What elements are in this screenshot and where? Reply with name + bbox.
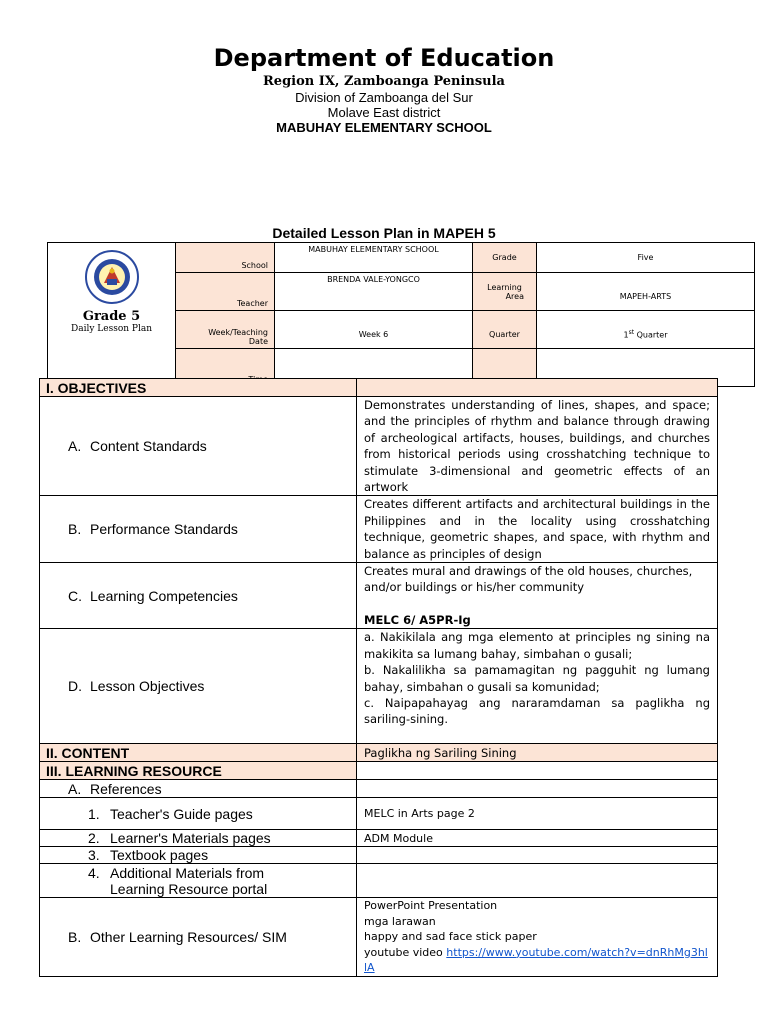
quarter-sup: st — [628, 329, 635, 337]
lesson-plan-table — [39, 378, 718, 977]
learning-competencies-text: Learning Competencies — [90, 587, 238, 604]
textbook-pages-text: Textbook pages — [110, 847, 209, 864]
division-line: Division of Zamboanga del Sur — [295, 90, 473, 105]
youtube-link[interactable]: https://www.youtube.com/watch?v=dnRhMg3hllA — [364, 945, 708, 975]
content-standards-label — [40, 397, 357, 496]
learning-competencies-letter: C. — [68, 587, 82, 604]
other-resources-label — [40, 898, 357, 977]
additional-materials-value — [357, 864, 718, 898]
region-line: Region IX, Zamboanga Peninsula — [263, 74, 505, 89]
teachers-guide-value: MELC in Arts page 2 — [357, 798, 718, 830]
dlp-label: Daily Lesson Plan — [71, 324, 152, 334]
textbook-pages-num: 3. — [88, 847, 100, 864]
learning-area-label-2: Area — [505, 291, 524, 301]
school-line: MABUHAY ELEMENTARY SCHOOL — [276, 120, 492, 135]
additional-materials-label — [40, 864, 357, 898]
content-standards-value: Demonstrates understanding of lines, shapes, and space; and the principles of rhythm and balance through drawing of archeological artifacts, houses, buildings, and churches from historical periods using crosshatching technique to stimulate 3-dimensional and geometric effects of an artwork — [357, 397, 718, 496]
grade-label: Grade 5 — [82, 309, 141, 324]
quarter-value — [537, 311, 755, 349]
teacher-value: BRENDA VALE-YONGCO — [275, 273, 473, 311]
textbook-pages-label — [40, 847, 357, 864]
school-label: School — [176, 243, 275, 273]
week-value: Week 6 — [275, 311, 473, 349]
lesson-objectives-label — [40, 629, 357, 744]
performance-standards-text: Performance Standards — [90, 521, 238, 538]
additional-materials-text-1: Additional Materials from — [110, 864, 265, 881]
page-title: Department of Education — [213, 44, 555, 72]
objectives-header: I. OBJECTIVES — [40, 379, 357, 397]
objective-b: b. Nakalilikha sa pamamagitan ng pagguhit ng lumang bahay, simbahan o gusali sa komunidad; — [364, 663, 710, 694]
textbook-pages-value — [357, 847, 718, 864]
teachers-guide-text: Teacher's Guide pages — [110, 805, 253, 822]
performance-standards-letter: B. — [68, 521, 82, 538]
other-resources-text: Other Learning Resources/ SIM — [90, 929, 287, 946]
learning-competencies-value — [357, 563, 718, 629]
references-text: References — [90, 780, 162, 797]
references-letter: A. — [68, 780, 82, 797]
content-standards-letter: A. — [68, 438, 82, 455]
other-resources-value — [357, 898, 718, 977]
objectives-header-empty — [357, 379, 718, 397]
performance-standards-value: Creates different artifacts and architectural buildings in the Philippines and in the locality using crosshatching technique, geometric shapes, and space, with rhythm and balance as principles of design — [357, 496, 718, 563]
spacer — [364, 596, 710, 612]
objective-a: a. Nakikilala ang mga elemento at principles ng sining na makikita sa lumang bahay, simbahan o gusali; — [364, 630, 710, 661]
performance-standards-label — [40, 496, 357, 563]
school-value: MABUHAY ELEMENTARY SCHOOL — [275, 243, 473, 273]
learners-materials-value: ADM Module — [357, 830, 718, 847]
quarter-num: 1 — [623, 330, 629, 340]
learners-materials-label — [40, 830, 357, 847]
learning-competencies-description: Creates mural and drawings of the old houses, churches, and/or buildings or his/her community — [364, 564, 693, 595]
quarter-label: Quarter — [473, 311, 537, 349]
learners-materials-text: Learner's Materials pages — [110, 830, 271, 847]
melc-code: MELC 6/ A5PR-Ig — [364, 612, 471, 627]
learning-area-value: MAPEH-ARTS — [537, 273, 755, 311]
quarter-word: Quarter — [634, 330, 668, 340]
other-resources-line-4 — [364, 945, 710, 976]
learning-area-label — [473, 273, 537, 311]
learning-competencies-label — [40, 563, 357, 629]
objective-c: c. Naipapahayag ang nararamdaman sa paglikha ng sariling-sining. — [364, 695, 710, 727]
learners-materials-num: 2. — [88, 830, 100, 847]
week-label-2: Date — [248, 337, 268, 346]
teachers-guide-num: 1. — [88, 805, 100, 822]
additional-materials-num: 4. — [88, 864, 100, 881]
grade-value: Five — [537, 243, 755, 273]
learning-resource-header: III. LEARNING RESOURCE — [40, 762, 357, 780]
deped-seal-icon — [80, 249, 144, 305]
lesson-objectives-value — [357, 629, 718, 744]
additional-materials-text-2: Learning Resource portal — [110, 880, 268, 897]
other-resources-letter: B. — [68, 929, 82, 946]
week-label-1: Week/Teaching — [208, 328, 268, 337]
other-resources-line-1: PowerPoint Presentation — [364, 899, 498, 913]
lesson-info-table — [47, 242, 755, 387]
content-header: II. CONTENT — [40, 744, 357, 762]
teacher-label: Teacher — [176, 273, 275, 311]
additional-materials-line-1 — [88, 865, 356, 881]
lesson-objectives-letter: D. — [68, 678, 82, 695]
other-resources-line-3: happy and sad face stick paper — [364, 930, 537, 944]
logo-cell — [48, 243, 176, 387]
teachers-guide-label — [40, 798, 357, 830]
other-resources-line-2: mga larawan — [364, 914, 436, 928]
learning-resource-empty — [357, 762, 718, 780]
content-standards-text: Content Standards — [90, 438, 207, 455]
lesson-plan-title: Detailed Lesson Plan in MAPEH 5 — [272, 225, 496, 241]
district-line: Molave East district — [327, 105, 441, 120]
content-value: Paglikha ng Sariling Sining — [357, 744, 718, 762]
week-label — [176, 311, 275, 349]
lesson-objectives-text: Lesson Objectives — [90, 678, 205, 695]
youtube-label: youtube video — [364, 945, 447, 959]
references-value — [357, 780, 718, 798]
grade-field-label: Grade — [473, 243, 537, 273]
references-label — [40, 780, 357, 798]
learning-area-label-1: Learning — [487, 282, 522, 292]
